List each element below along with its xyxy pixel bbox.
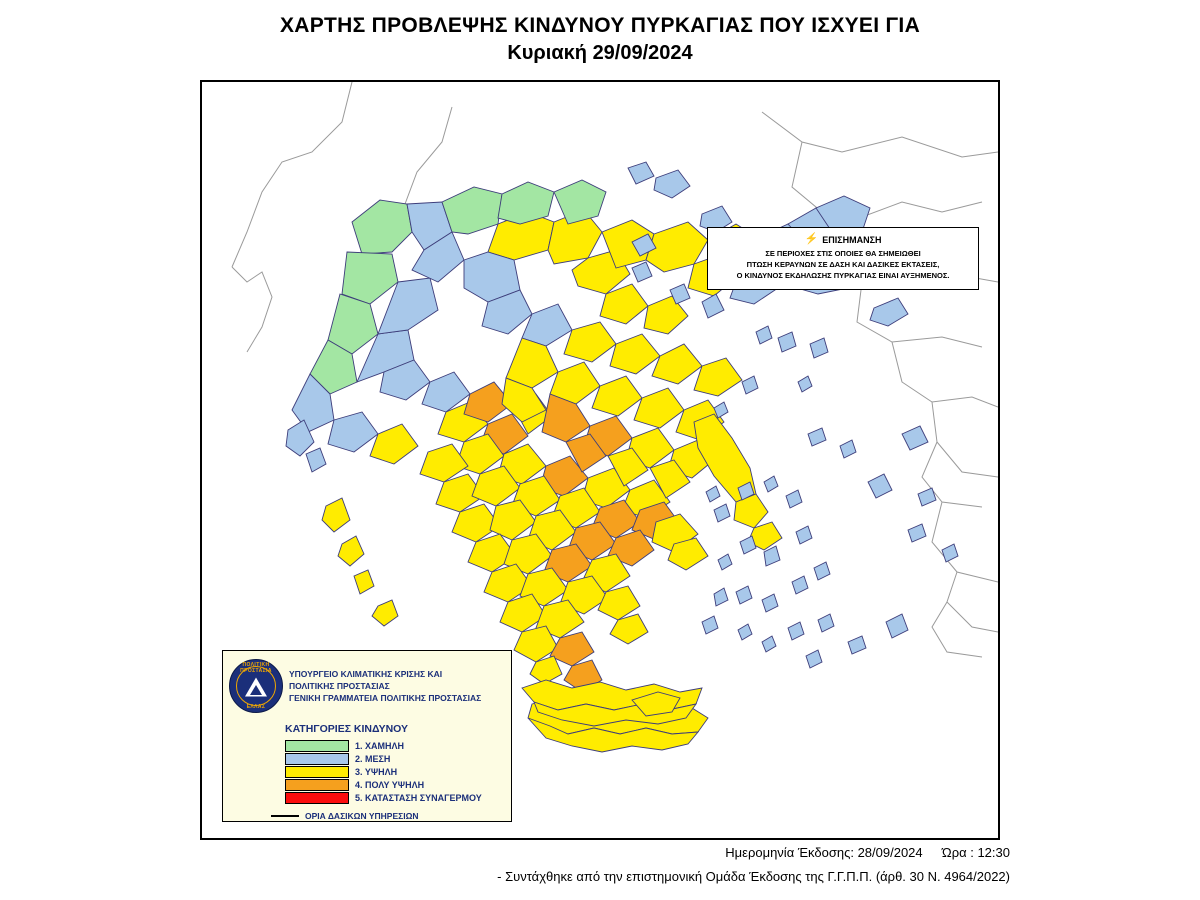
ministry-line: ΥΠΟΥΡΓΕΙΟ ΚΛΙΜΑΤΙΚΗΣ ΚΡΙΣΗΣ ΚΑΙ [289, 668, 443, 679]
legend-header [223, 651, 511, 715]
legend-item-medium [285, 753, 511, 765]
footer [0, 845, 1010, 884]
notice-heading: ΕΠΙΣΗΜΑΝΣΗ [822, 234, 882, 245]
ministry-line: ΠΟΛΙΤΙΚΗΣ ΠΡΟΣΤΑΣΙΑΣ [289, 680, 390, 691]
legend-label-very-high: 4. ΠΟΛΥ ΥΨΗΛΗ [355, 780, 425, 790]
emblem-text-top: ΠΟΛΙΤΙΚΗ ΠΡΟΣΤΑΣΙΑ [240, 662, 272, 674]
notice-line: Ο ΚΙΝΔΥΝΟΣ ΕΚΔΗΛΩΣΗΣ ΠΥΡΚΑΓΙΑΣ ΕΙΝΑΙ ΑΥΞΗΜΕΝΟΣ. [736, 270, 950, 280]
notice-heading-row [712, 234, 974, 245]
title-line-1: ΧΑΡΤΗΣ ΠΡΟΒΛΕΨΗΣ ΚΙΝΔΥΝΟΥ ΠΥΡΚΑΓΙΑΣ ΠΟΥ ΙΣΧΥΕΙ ΓΙΑ [279, 14, 921, 37]
legend-items [223, 740, 511, 804]
legend-label-low: 1. ΧΑΜΗΛΗ [355, 741, 405, 751]
page-title [0, 14, 1200, 65]
legend-swatch-alert [285, 792, 349, 804]
emblem-text-bottom: ΕΛΛΑΣ [246, 704, 266, 710]
civil-protection-emblem-icon [229, 659, 283, 713]
legend-label-alert: 5. ΚΑΤΑΣΤΑΣΗ ΣΥΝΑΓΕΡΜΟΥ [355, 793, 482, 803]
ministry-name [289, 668, 481, 705]
legend-item-high [285, 766, 511, 778]
ministry-line: ΓΕΝΙΚΗ ΓΡΑΜΜΑΤΕΙΑ ΠΟΛΙΤΙΚΗΣ ΠΡΟΣΤΑΣΙΑΣ [289, 693, 482, 704]
notice-line: ΣΕ ΠΕΡΙΟΧΕΣ ΣΤΙΣ ΟΠΟΙΕΣ ΘΑ ΣΗΜΕΙΩΘΕΙ [765, 249, 921, 258]
legend-swatch-low [285, 740, 349, 752]
legend-footnote-label: ΟΡΙΑ ΔΑΣΙΚΩΝ ΥΠΗΡΕΣΙΩΝ [305, 811, 419, 821]
title-line-2: Κυριακή 29/09/2024 [507, 42, 693, 64]
notice-line: ΠΤΩΣΗ ΚΕΡΑΥΝΩΝ ΣΕ ΔΑΣΗ ΚΑΙ ΔΑΣΙΚΕΣ ΕΚΤΑΣΕΙΣ, [746, 259, 940, 269]
legend-title: ΚΑΤΗΓΟΡΙΕΣ ΚΙΝΔΥΝΟΥ [285, 723, 409, 735]
legend-swatch-medium [285, 753, 349, 765]
legend-swatch-high [285, 766, 349, 778]
legend-swatch-very-high [285, 779, 349, 791]
legend-footnote [223, 811, 511, 821]
issue-time-value: 12:30 [977, 845, 1010, 860]
forest-boundary-line-icon [271, 815, 299, 817]
fire-risk-map[interactable] [200, 80, 1000, 840]
legend-panel [222, 650, 512, 822]
issue-info [0, 845, 1010, 860]
issue-time-label: Ώρα : [941, 845, 974, 860]
legend-item-very-high [285, 779, 511, 791]
notice-box [707, 227, 979, 290]
issue-date-label: Ημερομηνία Έκδοσης: [725, 845, 854, 860]
lightning-bolt-icon: ⚡ [804, 233, 819, 245]
credit-line: - Συντάχθηκε από την επιστημονική Ομάδα Έκδοσης της Γ.Γ.Π.Π. (άρθ. 30 Ν. 4964/2022) [497, 869, 1010, 884]
legend-item-alert [285, 792, 511, 804]
legend-label-high: 3. ΥΨΗΛΗ [355, 767, 398, 777]
issue-date-value: 28/09/2024 [857, 845, 923, 860]
legend-item-low [285, 740, 511, 752]
legend-label-medium: 2. ΜΕΣΗ [355, 754, 391, 764]
